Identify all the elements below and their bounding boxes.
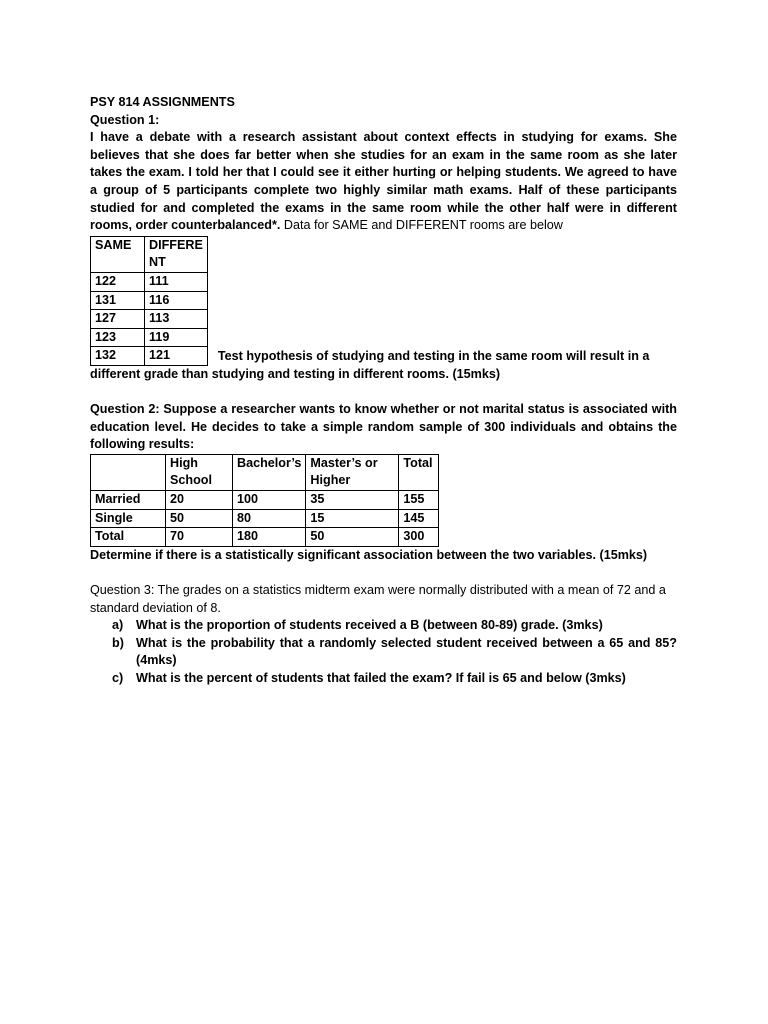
question-2-task: Determine if there is a statistically significant association between the two variables. (15mks) — [90, 547, 648, 562]
question-1-task-side: Test hypothesis of studying and testing in the same room will result in a — [217, 349, 650, 364]
table-cell: Single — [91, 509, 166, 528]
table-cell: 50 — [166, 509, 233, 528]
question-1-text-tail: Data for SAME and DIFFERENT rooms are below — [280, 218, 563, 233]
list-item-text: What is the probability that a randomly selected student received between a 65 and 85? (4mks) — [136, 635, 677, 668]
table-cell: 121 — [145, 347, 208, 366]
table-cell: 180 — [233, 528, 306, 547]
table-cell: 113 — [145, 310, 208, 329]
table-row — [91, 509, 439, 528]
table-cell: 111 — [145, 272, 208, 291]
question-1-data-block — [90, 235, 677, 366]
table-cell: Married — [91, 491, 166, 510]
table-row — [91, 272, 208, 291]
table-row — [91, 328, 208, 347]
table-cell: 122 — [91, 272, 145, 291]
rooms-data-table — [90, 236, 208, 366]
table-header-cell: High School — [166, 454, 233, 490]
table-row — [91, 347, 208, 366]
table-row — [91, 491, 439, 510]
table-header-cell: Total — [399, 454, 439, 490]
list-item-text: What is the proportion of students received a B (between 80-89) grade. (3mks) — [136, 618, 603, 633]
document-page — [90, 94, 677, 688]
table-cell: 300 — [399, 528, 439, 547]
marital-education-table — [90, 454, 439, 547]
table-cell: 116 — [145, 291, 208, 310]
table-cell: 127 — [91, 310, 145, 329]
table-cell: 123 — [91, 328, 145, 347]
table-cell: 132 — [91, 347, 145, 366]
list-item — [112, 635, 677, 670]
table-row — [91, 291, 208, 310]
question-1-task: different grade than studying and testing in different rooms. (15mks) — [90, 366, 501, 381]
table-cell: 70 — [166, 528, 233, 547]
list-item — [112, 617, 677, 635]
table-header-cell — [91, 454, 166, 490]
list-marker: b) — [112, 635, 124, 650]
list-item-text: What is the percent of students that failed the exam? If fail is 65 and below (3mks) — [136, 671, 626, 685]
table-cell: 100 — [233, 491, 306, 510]
table-cell: 15 — [306, 509, 399, 528]
table-cell: 50 — [306, 528, 399, 547]
table-cell: 145 — [399, 509, 439, 528]
table-header-cell: SAME — [91, 236, 145, 272]
question-1-heading: Question 1: — [90, 112, 160, 127]
table-cell: 131 — [91, 291, 145, 310]
table-header-row — [91, 454, 439, 490]
list-marker: c) — [112, 671, 124, 685]
question-3-intro: Question 3: The grades on a statistics midterm exam were normally distributed with a mean of 72 and a standard deviation of 8. — [90, 583, 666, 615]
question-1-body — [90, 129, 677, 235]
table-header-cell: Master’s or Higher — [306, 454, 399, 490]
table-cell: 20 — [166, 491, 233, 510]
table-header-cell: Bachelor’s — [233, 454, 306, 490]
table-cell: 35 — [306, 491, 399, 510]
document-title: PSY 814 ASSIGNMENTS — [90, 95, 235, 109]
question-1-text: I have a debate with a research assistant about context effects in studying for exams. She believes that she does far better when she studies for an exam in the same room as she later takes the exam. I told her that I could see it either hurting or helping students. We agreed to have a group of 5 participants complete two highly similar math exams. Half of these participants studied for and completed the exams in the same room while the other half were in different rooms, order counterbalanced*. — [90, 130, 677, 233]
table-header-row — [91, 236, 208, 272]
list-item — [112, 670, 677, 688]
table-row — [91, 310, 208, 329]
table-cell: 80 — [233, 509, 306, 528]
question-2-body: Question 2: Suppose a researcher wants to know whether or not marital status is associated with education level. He decides to take a simple random sample of 300 individuals and obtains the following results: — [90, 402, 677, 452]
table-cell: 155 — [399, 491, 439, 510]
table-row — [91, 528, 439, 547]
table-cell: Total — [91, 528, 166, 547]
list-marker: a) — [112, 618, 124, 633]
table-cell: 119 — [145, 328, 208, 347]
question-3-list — [90, 617, 677, 687]
table-header-cell: DIFFERE NT — [145, 236, 208, 272]
